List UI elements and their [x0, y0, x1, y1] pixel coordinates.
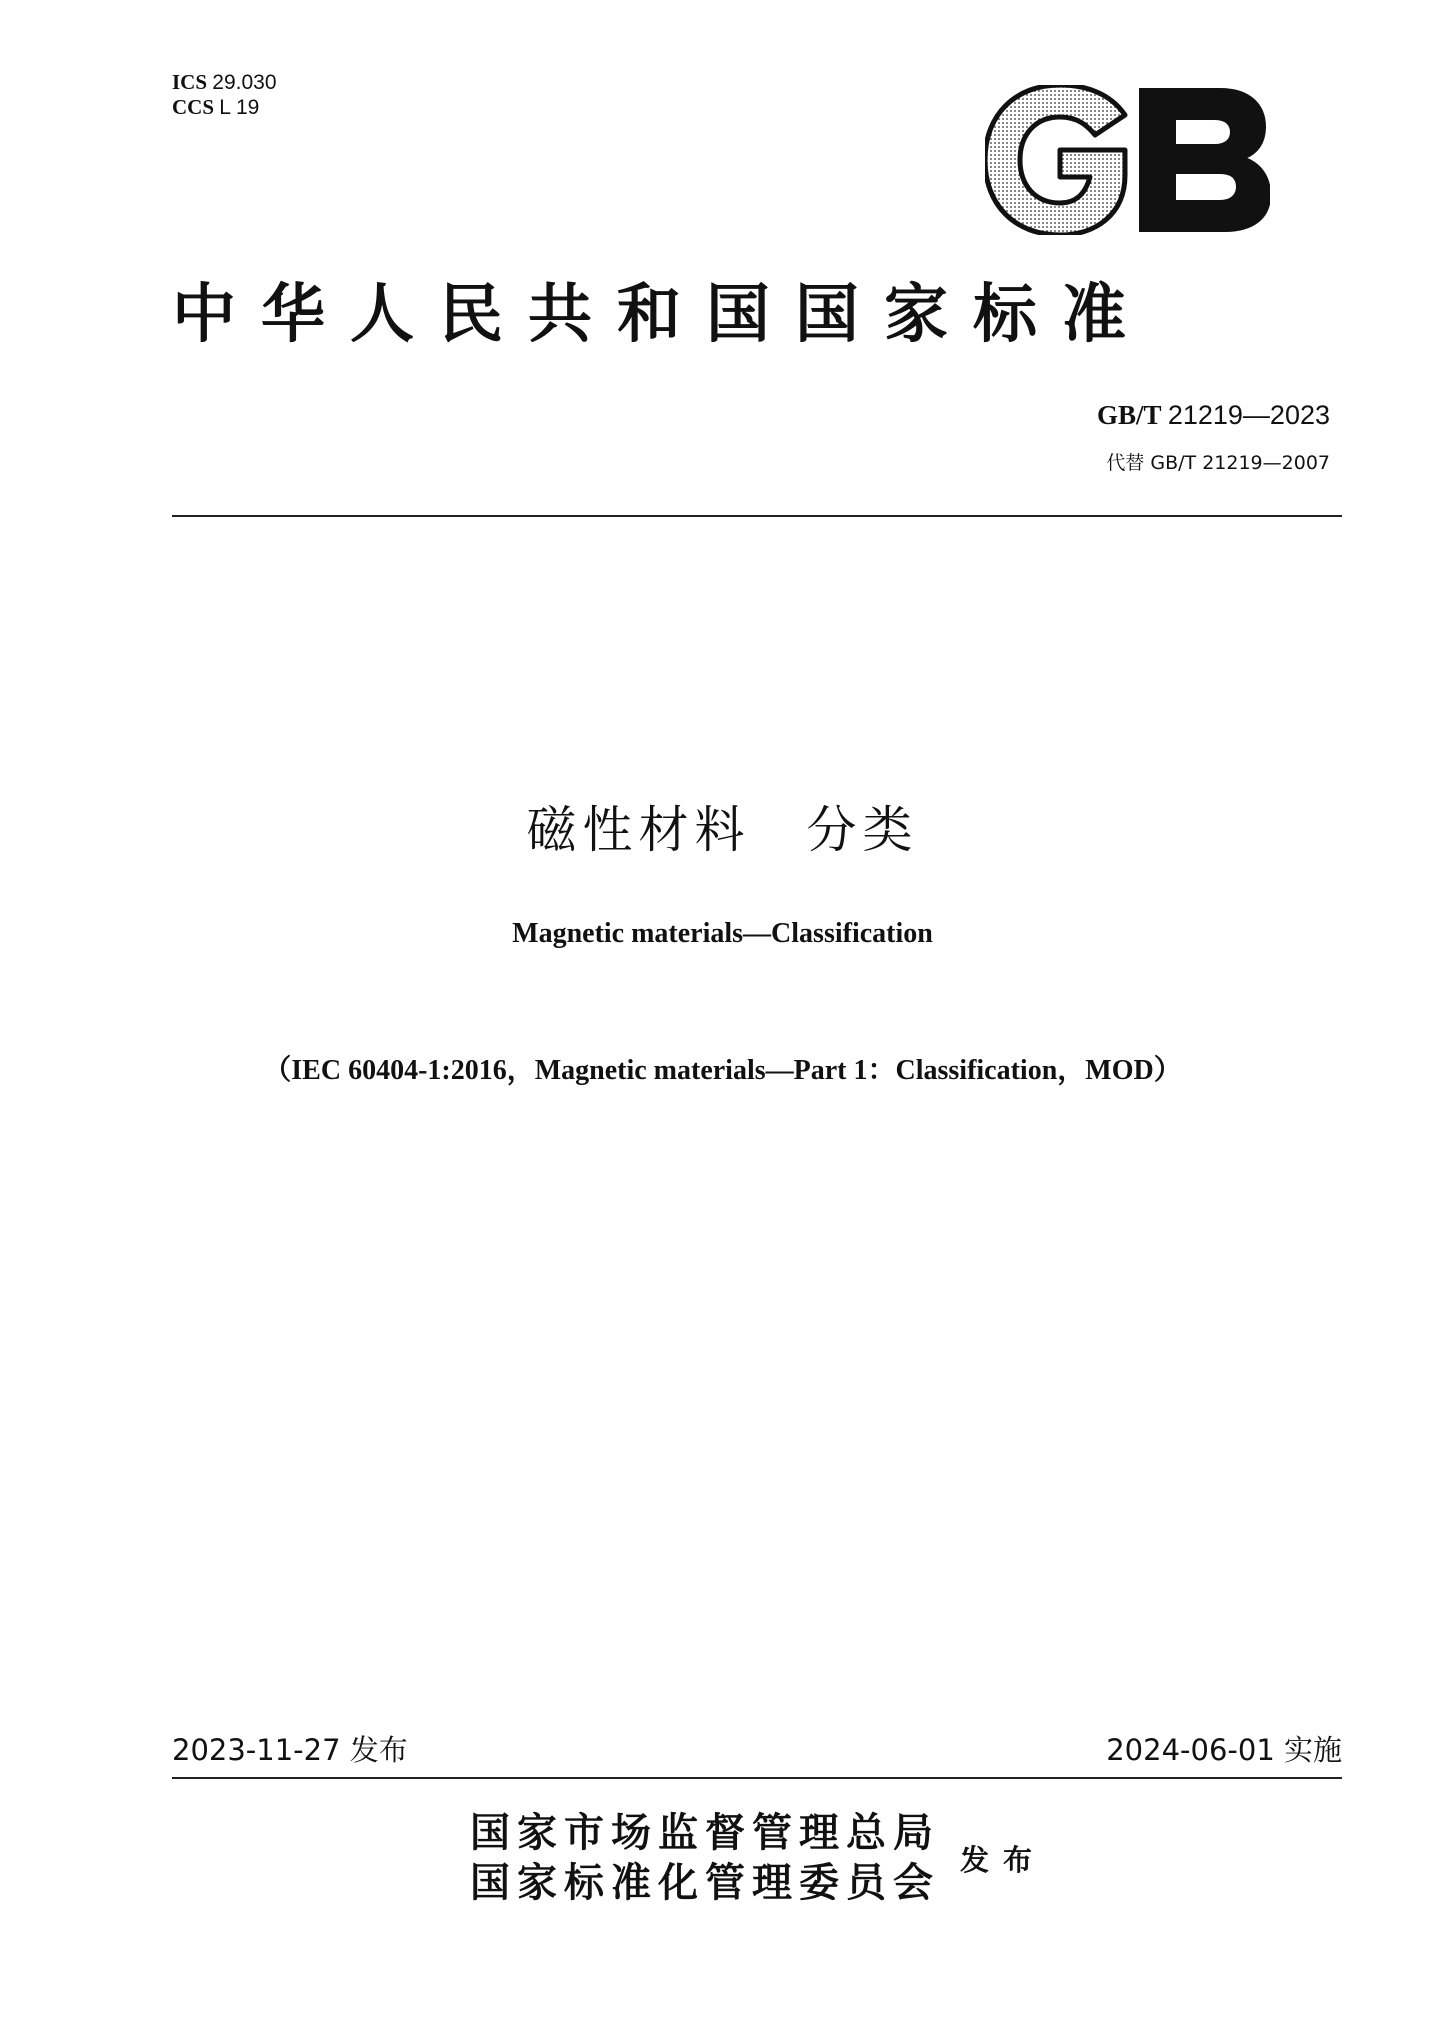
national-standard-title: 中华人民共和国国家标准 [172, 277, 1151, 352]
issuer-2: 国家标准化管理委员会 [470, 1859, 940, 1906]
top-divider [172, 515, 1342, 517]
title-english: Magnetic materials—Classification [512, 918, 933, 949]
standard-prefix: GB/T [1097, 400, 1162, 430]
logo-letter-g [985, 85, 1125, 235]
classification-codes [172, 70, 277, 120]
standard-code: 21219—2023 [1167, 400, 1330, 430]
implementation-date: 2024-06-01 实施 [1106, 1733, 1342, 1767]
ccs-code: L 19 [219, 96, 260, 119]
ics-label: ICS [172, 70, 208, 94]
publish-label: 发布 [960, 1843, 1047, 1877]
gb-logo [985, 85, 1270, 235]
bottom-divider [172, 1777, 1342, 1779]
title-chinese: 磁性材料 分类 [526, 801, 919, 859]
iec-reference: （IEC 60404-1:2016，Magnetic materials—Part 1：Classification，MOD） [263, 1055, 1182, 1086]
ccs-label: CCS [172, 95, 215, 119]
ics-code: 29.030 [212, 71, 277, 94]
ics-line [172, 70, 277, 95]
logo-letter-b [1140, 89, 1270, 231]
standard-number [1097, 400, 1330, 431]
replaces-standard: 代替 GB/T 21219—2007 [1106, 452, 1330, 474]
logo-text: GB [985, 85, 987, 86]
issuing-authorities [470, 1808, 940, 1908]
ccs-line [172, 95, 277, 120]
issuer-1: 国家市场监督管理总局 [470, 1809, 940, 1856]
issue-date: 2023-11-27 发布 [172, 1733, 408, 1767]
